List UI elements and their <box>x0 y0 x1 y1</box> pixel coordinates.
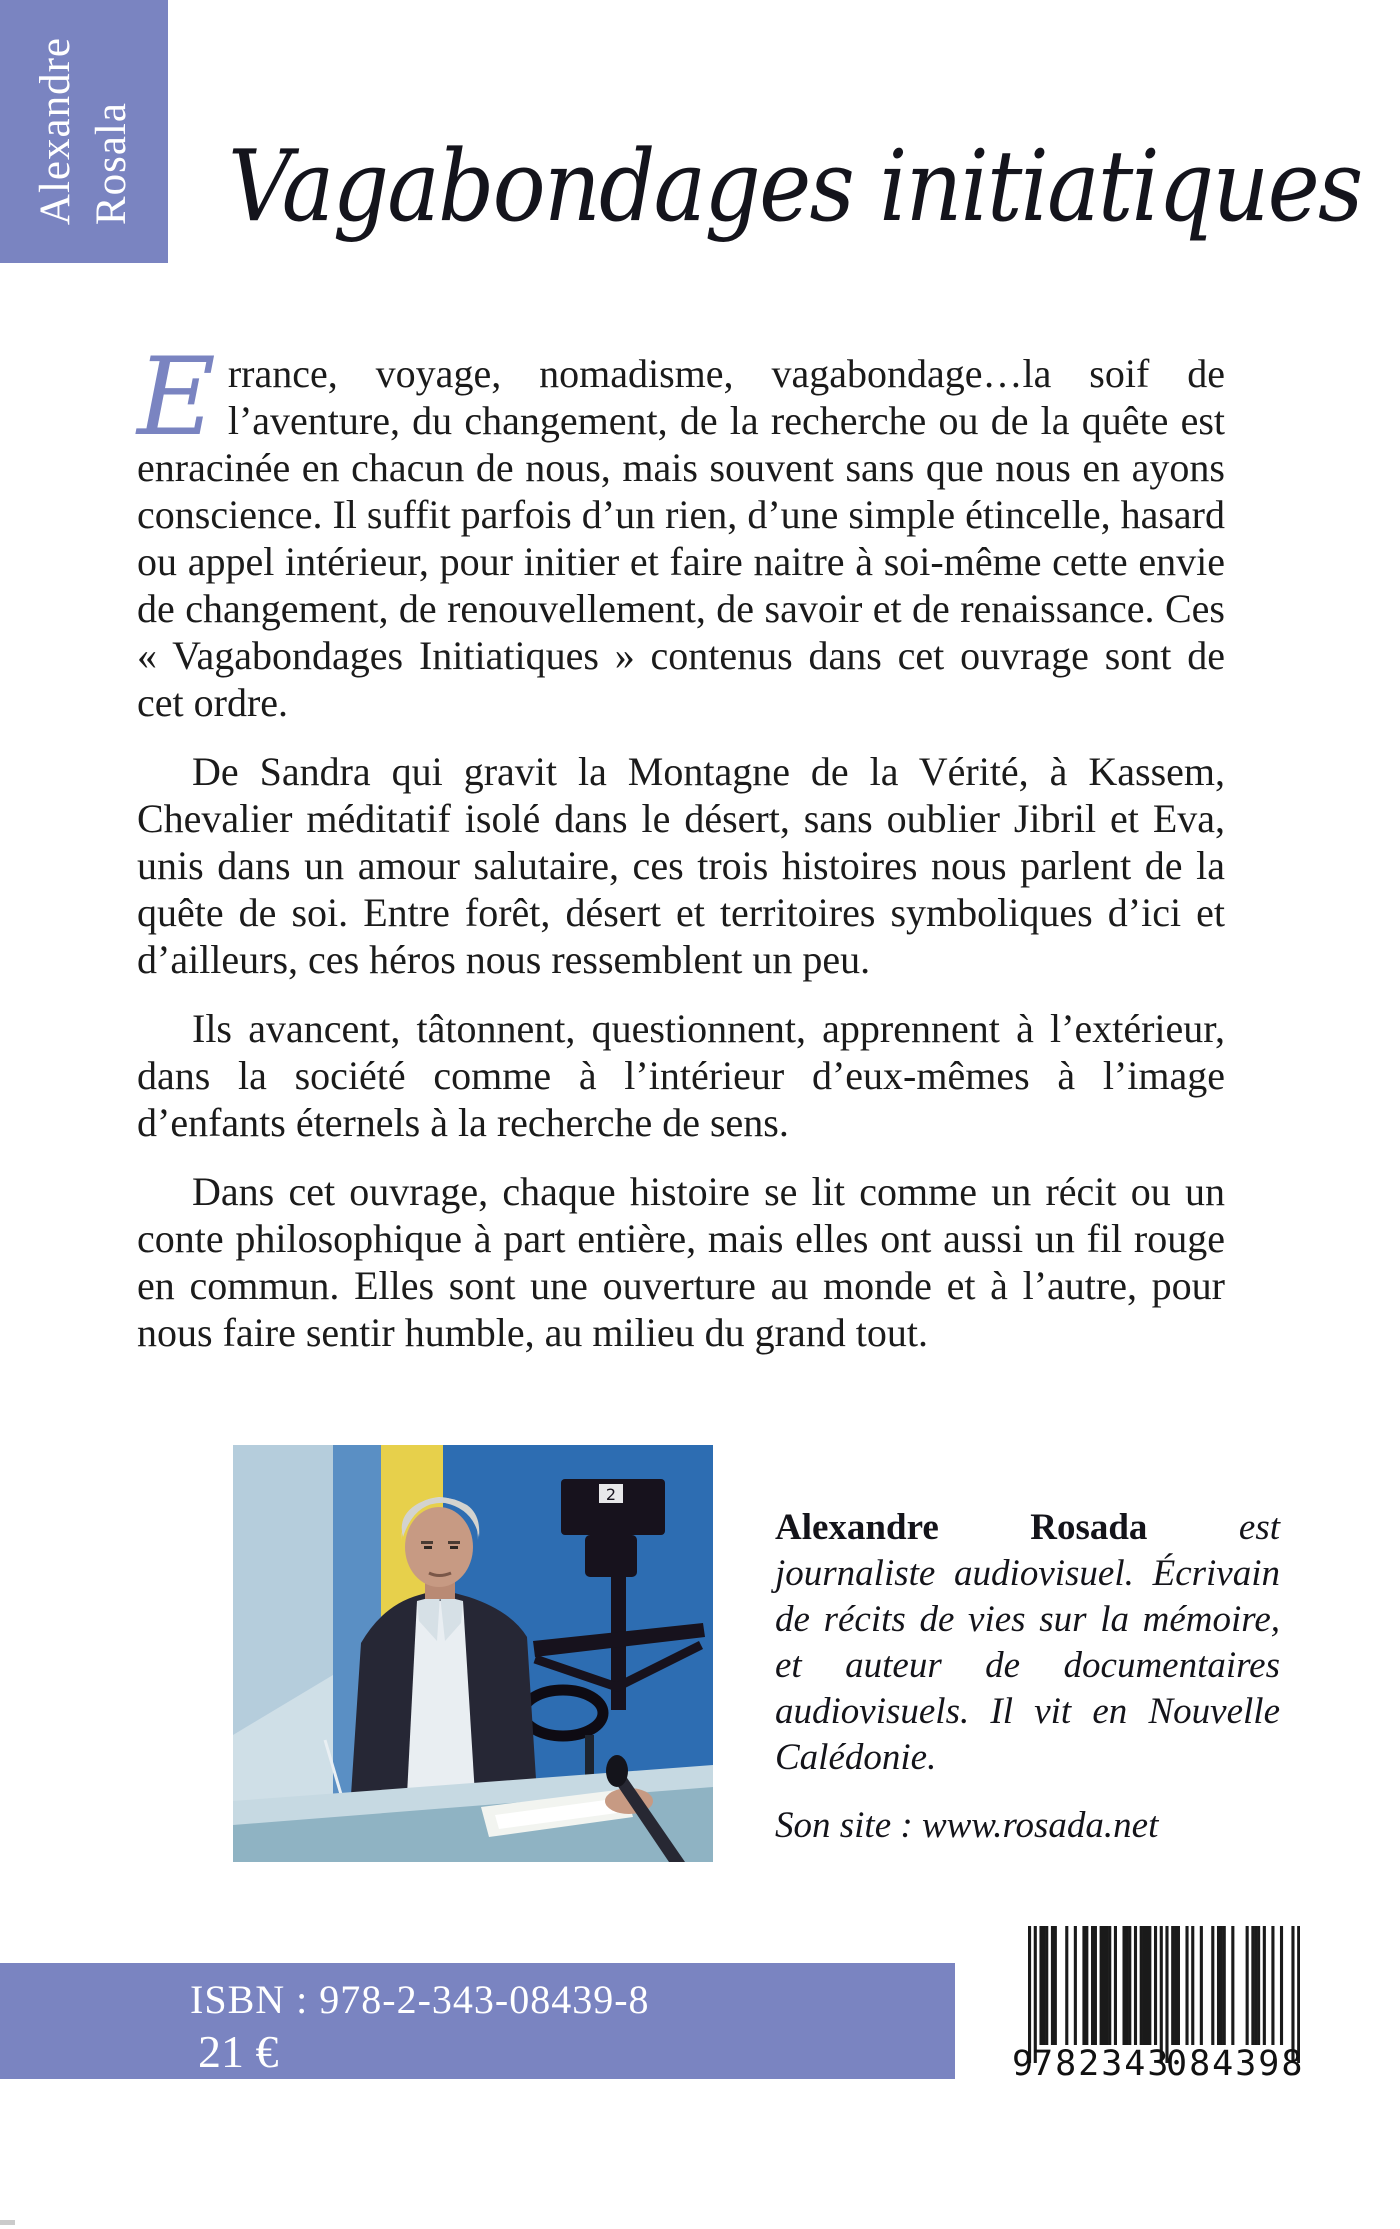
author-photo <box>233 1445 713 1862</box>
bio-author-name: Alexandre Rosada <box>775 1507 1148 1548</box>
synopsis-paragraph-1 <box>137 335 1225 726</box>
barcode-digits <box>1012 2044 1312 2084</box>
author-site: Son site : www.rosada.net <box>775 1805 1159 1846</box>
barcode-digits-right: 084398 <box>1166 2044 1305 2084</box>
synopsis <box>137 335 1225 1378</box>
barcode <box>1012 1926 1312 2096</box>
synopsis-paragraph-1-text: rrance, voyage, nomadisme, vagabondage…la soif de l’aventure, du changement, de la recherche ou de la quête est enracinée en chacun de nous, mais souvent sans que nous en ayons conscience. Il suffit parfois d’un rien, d’une simple étincelle, hasard ou appel intérieur, pour initier et faire naitre à soi-même cette envie de changement, de renouvellement, de savoir et de renaissance. Ces « Vagabondages Initiatiques » contenus dans cet ouvrage sont de cet ordre. <box>137 351 1225 725</box>
isbn-band <box>0 1963 955 2079</box>
barcode-bars <box>1028 1926 1300 2063</box>
synopsis-paragraph-4: Dans cet ouvrage, chaque histoire se lit comme un récit ou un conte philosophique à part entière, mais elles ont aussi un fil rouge en commun. Elles sont une ouverture au monde et à l’autre, pour nous faire sentir humble, au milieu du grand tout. <box>137 1169 1225 1355</box>
scan-artifact <box>0 2220 15 2225</box>
camera-number-label: 2 <box>605 1485 617 1504</box>
bio-text: est journaliste audiovisuel. Écrivain de récits de vies sur la mémoire, et auteur de documentaires audiovisuels. Il vit en Nouvelle Calédonie. <box>775 1507 1280 1778</box>
spine-author-line1: Alexandre <box>32 37 80 226</box>
microphone <box>606 1755 628 1787</box>
barcode-digits-left: 782343 <box>1032 2044 1171 2084</box>
synopsis-paragraph-2: De Sandra qui gravit la Montagne de la Vérité, à Kassem, Chevalier méditatif isolé dans le désert, sans oublier Jibril et Eva, unis dans un amour salutaire, ces trois histoires nous parlent de la quête de soi. Entre forêt, désert et territoires symboliques d’ici et d’ailleurs, ces héros nous ressemblent un peu. <box>137 749 1225 982</box>
barcode-digit-first: 9 <box>1012 2044 1036 2084</box>
spine-band <box>0 0 168 263</box>
price-text: 21 € <box>198 2026 279 2077</box>
spine-author-name <box>28 37 140 225</box>
author-bio <box>775 1505 1280 1849</box>
book-title: Vagabondages initiatiques <box>228 130 1362 244</box>
spine-author-line2: Rosala <box>88 102 135 226</box>
synopsis-paragraph-3: Ils avancent, tâtonnent, questionnent, apprennent à l’extérieur, dans la société comme à l’intérieur d’eux-mêmes à l’image d’enfants éternels à la recherche de sens. <box>137 1006 1225 1145</box>
isbn-text: ISBN : 978-2-343-08439-8 <box>190 1977 650 2022</box>
bio-paragraph <box>775 1505 1280 1781</box>
drop-cap: E <box>137 335 216 460</box>
